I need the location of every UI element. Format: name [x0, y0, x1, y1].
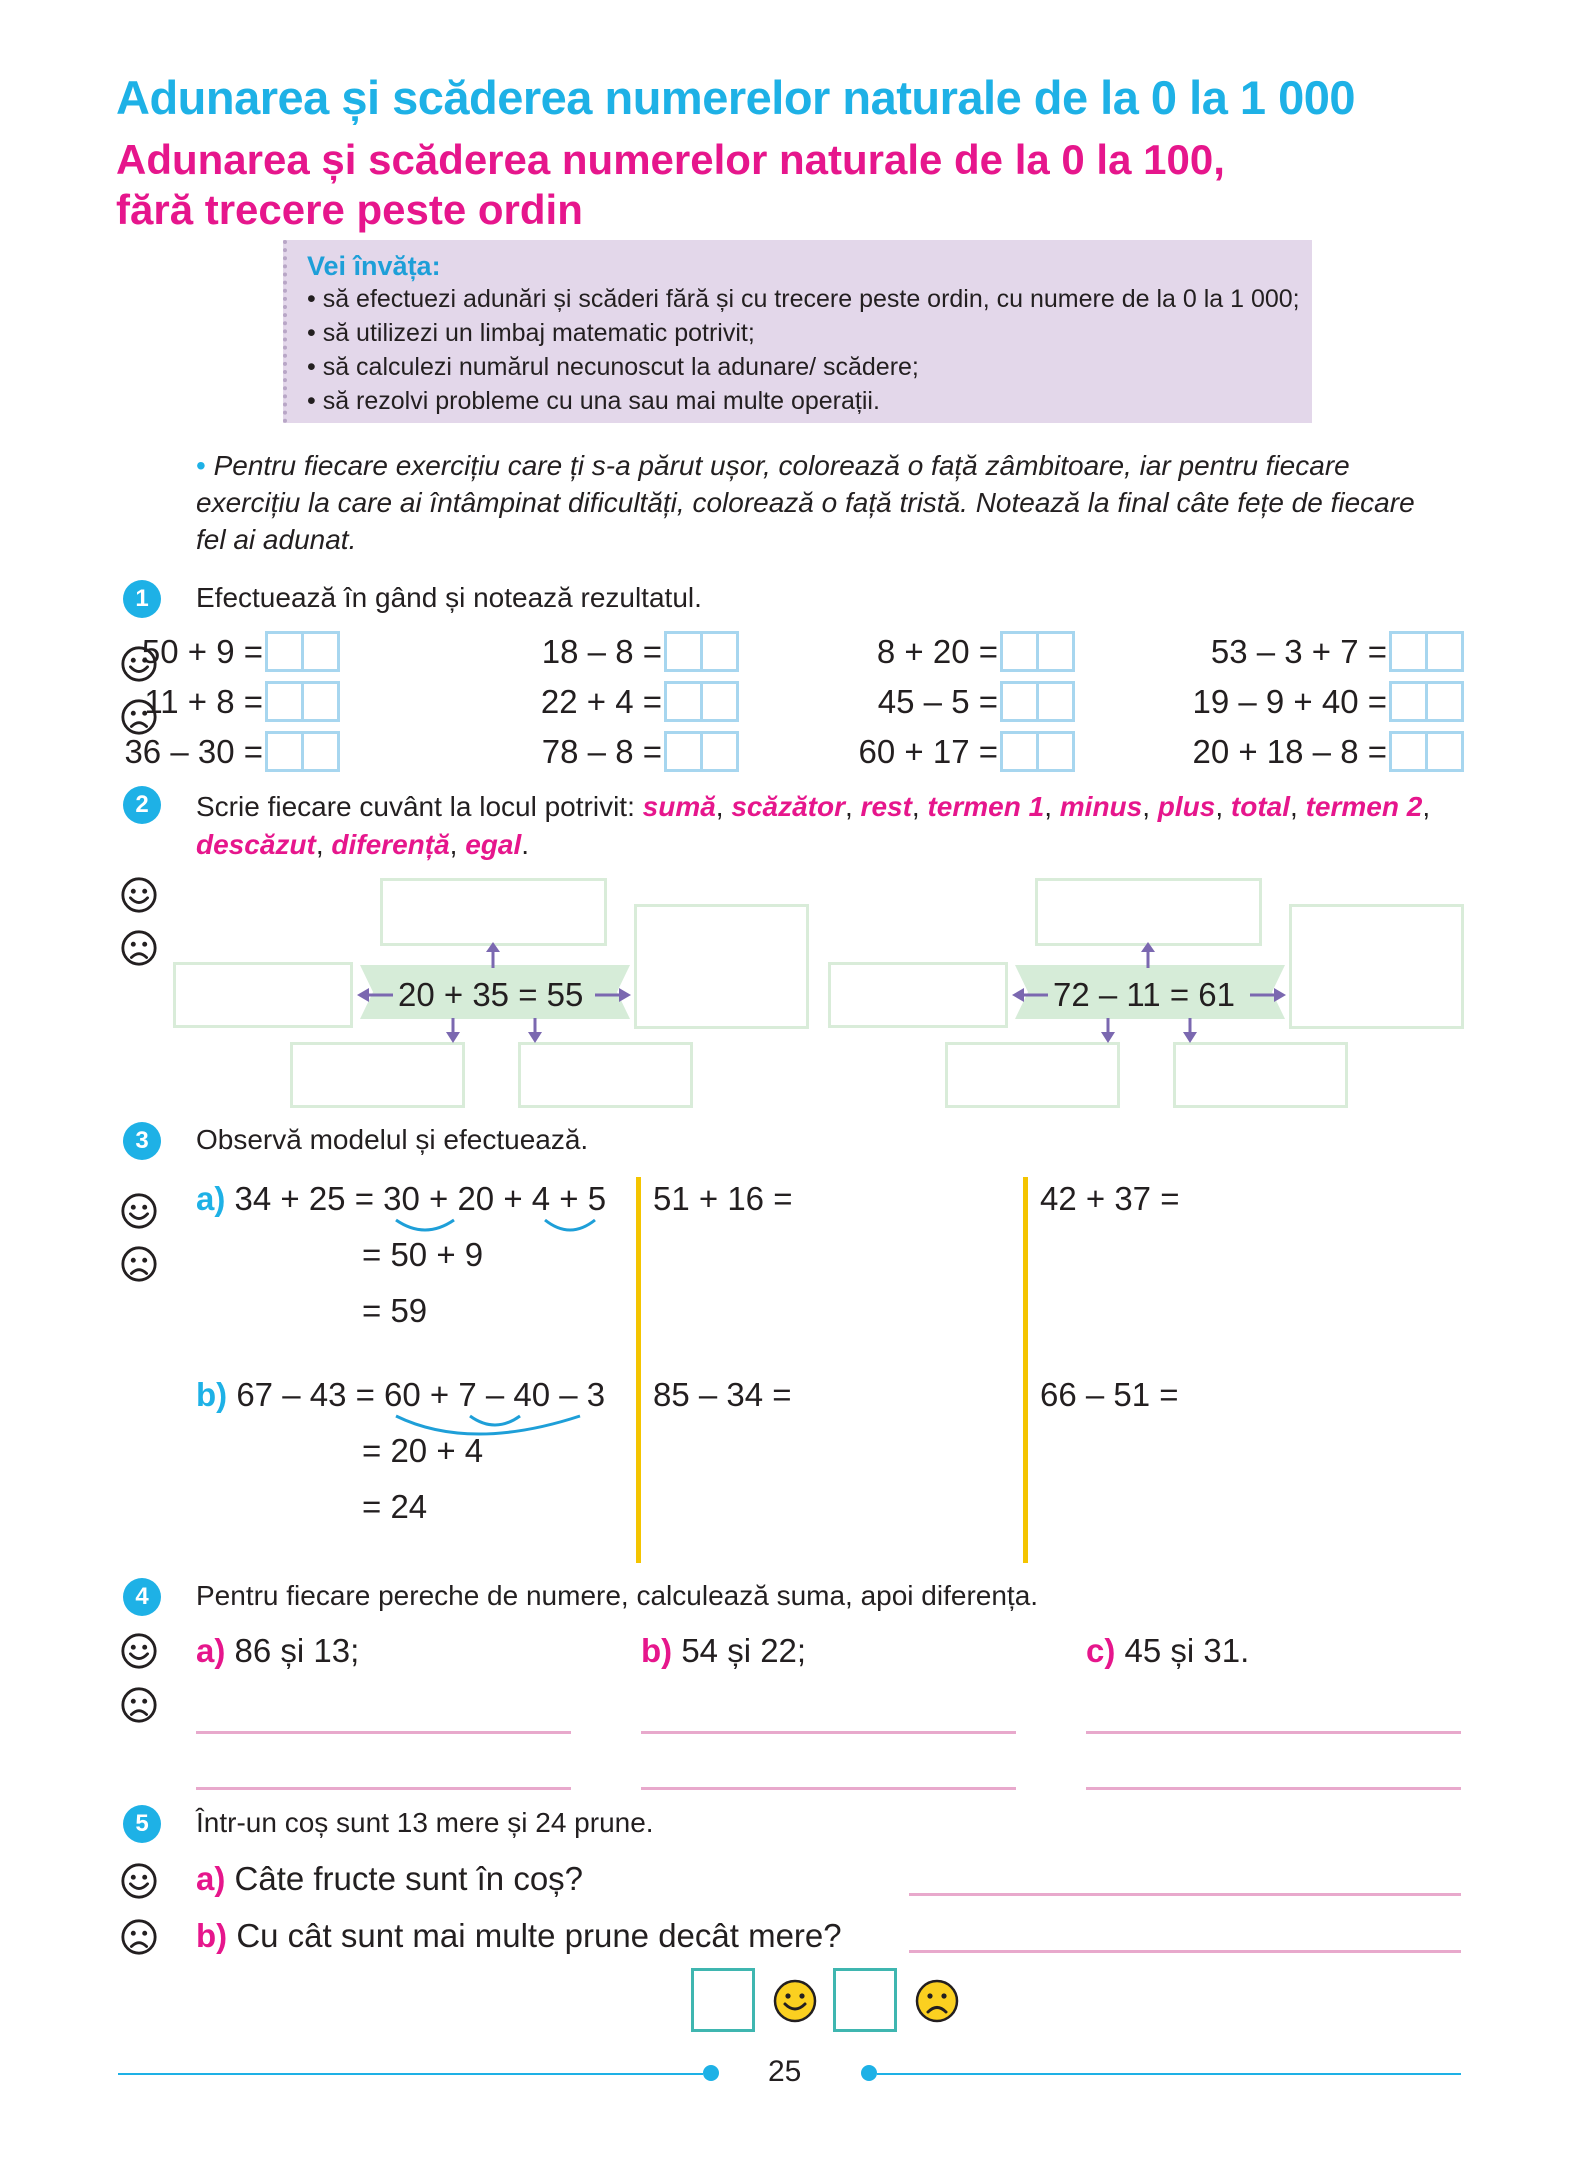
- lesson-subtitle: [116, 135, 1225, 235]
- exercise-number-2: 2: [123, 786, 161, 824]
- keyword: scăzător: [731, 791, 845, 822]
- ex1-equation: [859, 731, 1075, 772]
- label-b: b): [641, 1632, 673, 1669]
- answer-line[interactable]: [1086, 1787, 1461, 1790]
- answer-line[interactable]: [196, 1787, 571, 1790]
- answer-box[interactable]: [265, 681, 340, 722]
- model-line: = 24: [362, 1488, 428, 1525]
- keyword: diferență: [331, 829, 450, 860]
- keyword: descăzut: [196, 829, 316, 860]
- question-text: Cu cât sunt mai multe prune decât mere?: [236, 1917, 842, 1954]
- intro-bullet: •: [196, 450, 206, 481]
- equation-text: 78 – 8 =: [541, 732, 662, 770]
- answer-box[interactable]: [1389, 731, 1464, 772]
- pair-b: [641, 1632, 806, 1670]
- separator: ,: [449, 829, 466, 860]
- footer-dot: [861, 2065, 877, 2081]
- intro-text: Pentru fiecare exercițiu care ți s-a părut ușor, colorează o față zâmbitoare, iar pentru fiecare exercițiu la care ai întâmpinat dificultăți, colorează o față tristă. Notează la final câte fețe de fiecare fel ai adunat.: [196, 450, 1415, 555]
- label-c: c): [1086, 1632, 1116, 1669]
- page-title: Adunarea și scăderea numerelor naturale de la 0 la 1 000: [116, 71, 1356, 124]
- term-label-box[interactable]: [945, 1042, 1120, 1108]
- objective-item: • să utilizezi un limbaj matematic potrivit;: [307, 319, 755, 347]
- model-line: = 20 + 4: [362, 1432, 484, 1469]
- sad-face-icon: [914, 1978, 960, 2024]
- keyword: sumă: [642, 791, 716, 822]
- equation-text: 22 + 4 =: [540, 682, 662, 720]
- model-line: 34 + 25 = 30 + 20 + 4 + 5: [234, 1180, 607, 1217]
- exercise-number-5: 5: [123, 1805, 161, 1843]
- keyword: termen 1: [927, 791, 1045, 822]
- ex1-equation: [1192, 731, 1464, 772]
- equation-text: 8 + 20 =: [876, 632, 998, 670]
- model-line: = 59: [362, 1292, 428, 1329]
- equation-left: 20 + 35 = 55: [398, 976, 584, 1013]
- separator: ,: [715, 791, 732, 822]
- sad-face-icon[interactable]: [120, 1245, 158, 1283]
- ex1-equation: [542, 631, 739, 672]
- pair-text: 86 și 13;: [234, 1632, 360, 1669]
- separator: ,: [1044, 791, 1060, 822]
- ex1-equation: [1192, 681, 1464, 722]
- answer-line[interactable]: [1086, 1731, 1461, 1734]
- sad-count-box[interactable]: [833, 1968, 897, 2032]
- footer-dot: [703, 2065, 719, 2081]
- keyword: termen 2: [1305, 791, 1423, 822]
- label-a: a): [196, 1632, 226, 1669]
- pair-text: 54 și 22;: [681, 1632, 807, 1669]
- separator: ,: [911, 791, 928, 822]
- smiley-face-icon[interactable]: [120, 1862, 158, 1900]
- smiley-face-icon[interactable]: [120, 876, 158, 914]
- answer-box[interactable]: [1000, 681, 1075, 722]
- divider-line: [636, 1177, 641, 1563]
- equation-text: 50 + 9 =: [141, 632, 263, 670]
- term-label-box[interactable]: [380, 878, 607, 946]
- ex5-instruction: Într-un coș sunt 13 mere și 24 prune.: [196, 1807, 654, 1838]
- equation-text: 60 + 17 =: [858, 732, 998, 770]
- separator: ,: [1215, 791, 1231, 822]
- ex1-equation: [541, 681, 739, 722]
- answer-box[interactable]: [1000, 631, 1075, 672]
- label-b: b): [196, 1376, 228, 1413]
- model-line: = 50 + 9: [362, 1236, 484, 1273]
- answer-box[interactable]: [1389, 681, 1464, 722]
- grouping-arcs: [380, 1212, 630, 1242]
- equation-text: 11 + 8 =: [144, 682, 263, 720]
- answer-line[interactable]: [909, 1950, 1461, 1953]
- sad-face-icon[interactable]: [120, 1686, 158, 1724]
- label-a: a): [196, 1180, 226, 1217]
- ex1-equation: [142, 631, 340, 672]
- keyword: minus: [1059, 791, 1143, 822]
- question-text: Câte fructe sunt în coș?: [234, 1860, 584, 1897]
- learning-objectives-box: [283, 240, 1312, 423]
- learning-heading: Vei învăța:: [307, 251, 441, 281]
- objective-item: • să rezolvi probleme cu una sau mai multe operații.: [307, 387, 880, 415]
- pair-text: 45 și 31.: [1124, 1632, 1250, 1669]
- keyword: plus: [1157, 791, 1216, 822]
- answer-box[interactable]: [664, 681, 739, 722]
- label-b: b): [196, 1917, 228, 1954]
- separator: ,: [1290, 791, 1306, 822]
- page-number: 25: [768, 2055, 802, 2088]
- smiley-face-icon: [772, 1978, 818, 2024]
- footer-rule-left: [118, 2073, 703, 2075]
- answer-line[interactable]: [641, 1787, 1016, 1790]
- keyword: egal: [465, 829, 522, 860]
- smiley-face-icon[interactable]: [120, 1192, 158, 1230]
- ex1-equation: [1211, 631, 1464, 672]
- period: .: [521, 829, 530, 860]
- subtitle-line-2: fără trecere peste ordin: [116, 186, 583, 233]
- ex2-instruction: [196, 788, 1466, 864]
- answer-box[interactable]: [265, 731, 340, 772]
- ex1-equation: [144, 681, 340, 722]
- exercise-number-4: 4: [123, 1578, 161, 1616]
- ex1-equation: [877, 631, 1075, 672]
- task-equation[interactable]: 51 + 16 =: [653, 1180, 793, 1217]
- term-label-box[interactable]: [1289, 904, 1464, 1029]
- answer-box[interactable]: [664, 731, 739, 772]
- answer-line[interactable]: [196, 1731, 571, 1734]
- exercise-number-3: 3: [123, 1122, 161, 1160]
- equation-text: 19 – 9 + 40 =: [1192, 682, 1387, 720]
- separator: ,: [315, 829, 332, 860]
- grouping-arcs: [380, 1408, 630, 1448]
- intro-instructions: [196, 447, 1446, 558]
- term-label-box[interactable]: [518, 1042, 693, 1108]
- equation-text: 45 – 5 =: [877, 682, 998, 720]
- instruction-text: Scrie fiecare cuvânt la locul potrivit:: [196, 791, 643, 822]
- question-a: [196, 1860, 583, 1898]
- separator: ,: [1422, 791, 1431, 822]
- sad-face-icon[interactable]: [120, 1918, 158, 1956]
- task-equation[interactable]: 85 – 34 =: [653, 1376, 792, 1413]
- answer-box[interactable]: [664, 631, 739, 672]
- answer-box[interactable]: [265, 631, 340, 672]
- answer-line[interactable]: [641, 1731, 1016, 1734]
- ex1-equation: [542, 731, 739, 772]
- ex3-instruction: Observă modelul și efectuează.: [196, 1124, 589, 1155]
- equation-right: 72 – 11 = 61: [1053, 976, 1235, 1013]
- answer-box[interactable]: [1389, 631, 1464, 672]
- exercise-number-1: 1: [123, 580, 161, 618]
- pair-c: [1086, 1632, 1249, 1670]
- equation-text: 18 – 8 =: [541, 632, 662, 670]
- term-label-box[interactable]: [634, 904, 809, 1029]
- smiley-face-icon[interactable]: [120, 1632, 158, 1670]
- term-label-box[interactable]: [828, 962, 1008, 1028]
- ex1-instruction: Efectuează în gând și notează rezultatul.: [196, 582, 702, 613]
- ex1-equation: [878, 681, 1075, 722]
- equation-text: 20 + 18 – 8 =: [1192, 732, 1387, 770]
- term-label-box[interactable]: [1035, 878, 1262, 946]
- term-label-box[interactable]: [290, 1042, 465, 1108]
- equation-text: 36 – 30 =: [124, 732, 263, 770]
- ex1-equation: [124, 731, 340, 772]
- separator: ,: [1142, 791, 1158, 822]
- term-label-box[interactable]: [1173, 1042, 1348, 1108]
- answer-box[interactable]: [1000, 731, 1075, 772]
- answer-line[interactable]: [909, 1893, 1461, 1896]
- ex4-instruction: Pentru fiecare pereche de numere, calculează suma, apoi diferența.: [196, 1580, 1039, 1611]
- term-label-box[interactable]: [173, 962, 353, 1028]
- objective-item: • să calculezi numărul necunoscut la adunare/ scădere;: [307, 353, 919, 381]
- objective-item: • să efectuezi adunări și scăderi fără și cu trecere peste ordin, cu numere de la 0 la 1 000;: [307, 285, 1300, 313]
- pair-a: [196, 1632, 359, 1670]
- subtitle-line-1: Adunarea și scăderea numerelor naturale de la 0 la 100,: [116, 136, 1225, 183]
- keyword: rest: [860, 791, 912, 822]
- task-equation[interactable]: 66 – 51 =: [1040, 1376, 1179, 1413]
- model-line: 67 – 43 = 60 + 7 – 40 – 3: [236, 1376, 606, 1413]
- equation-text: 53 – 3 + 7 =: [1210, 632, 1387, 670]
- question-b: [196, 1917, 842, 1955]
- footer-rule-right: [877, 2073, 1461, 2075]
- smile-count-box[interactable]: [691, 1968, 755, 2032]
- keyword: total: [1230, 791, 1291, 822]
- label-a: a): [196, 1860, 226, 1897]
- divider-line: [1023, 1177, 1028, 1563]
- separator: ,: [844, 791, 861, 822]
- sad-face-icon[interactable]: [120, 929, 158, 967]
- task-equation[interactable]: 42 + 37 =: [1040, 1180, 1180, 1217]
